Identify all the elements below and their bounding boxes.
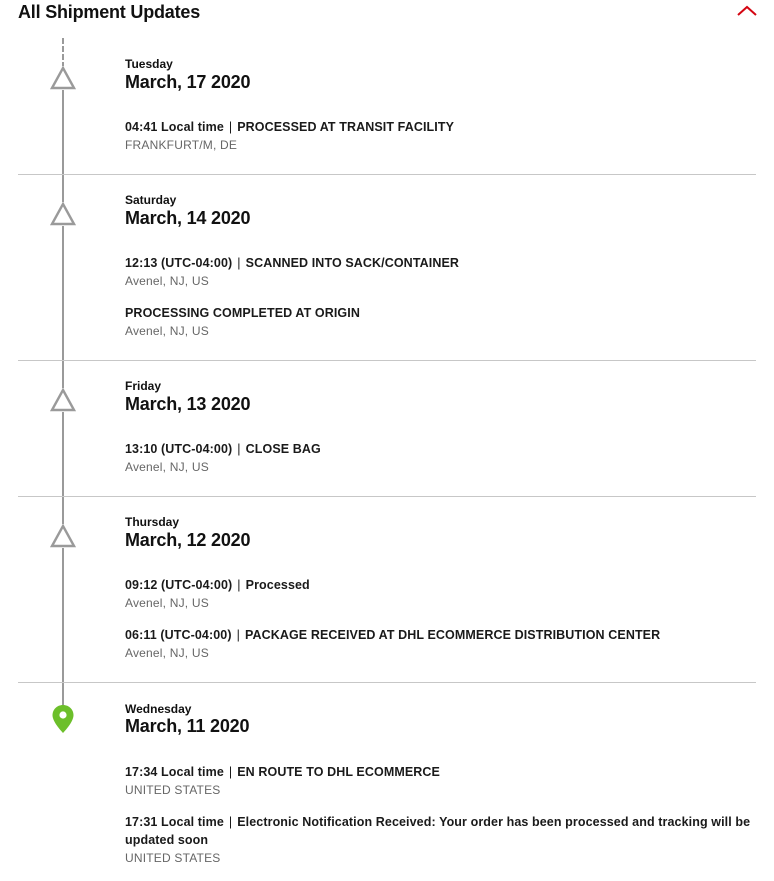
group-divider <box>18 682 756 683</box>
event-time: 17:34 Local time <box>125 765 224 779</box>
event-line <box>125 813 755 849</box>
event-item <box>125 576 755 612</box>
event-item <box>125 440 755 476</box>
event-status: Electronic Notification Received: Your order has been processed and tracking will be updated soon <box>125 815 751 847</box>
event-item <box>125 254 755 290</box>
event-line <box>125 254 755 272</box>
event-status: EN ROUTE TO DHL ECOMMERCE <box>237 765 440 779</box>
event-separator: | <box>228 815 233 829</box>
group-day: Friday <box>125 379 162 393</box>
event-line <box>125 763 755 781</box>
event-separator: | <box>237 256 241 270</box>
event-time: 09:12 (UTC-04:00) <box>125 578 233 592</box>
location-pin-icon <box>51 704 75 734</box>
event-line <box>125 626 755 644</box>
event-location: Avenel, NJ, US <box>125 460 209 474</box>
event-time: 04:41 Local time <box>125 120 224 134</box>
triangle-outline-icon <box>50 66 76 90</box>
triangle-outline-icon <box>50 388 76 412</box>
event-location: Avenel, NJ, US <box>125 324 209 338</box>
group-date: March, 13 2020 <box>125 394 251 414</box>
event-status: PACKAGE RECEIVED AT DHL ECOMMERCE DISTRIBUTION CENTER <box>244 628 661 642</box>
event-status: PROCESSING COMPLETED AT ORIGIN <box>125 306 360 320</box>
group-date: March, 11 2020 <box>125 716 250 736</box>
triangle-outline-icon <box>50 524 76 548</box>
event-separator: | <box>236 628 240 642</box>
event-line <box>125 118 755 136</box>
event-separator: | <box>237 578 241 592</box>
event-location: Avenel, NJ, US <box>125 596 209 610</box>
triangle-outline-icon <box>50 202 76 226</box>
event-location: Avenel, NJ, US <box>125 646 209 660</box>
event-separator: | <box>237 442 241 456</box>
event-line <box>125 304 755 322</box>
event-location: UNITED STATES <box>125 783 221 797</box>
group-date: March, 12 2020 <box>125 530 251 550</box>
event-location: Avenel, NJ, US <box>125 274 209 288</box>
group-date: March, 17 2020 <box>125 72 251 92</box>
event-time: 13:10 (UTC-04:00) <box>125 442 233 456</box>
event-separator: | <box>228 120 233 134</box>
timeline-dashed-start <box>62 38 64 68</box>
event-status: Processed <box>245 578 310 592</box>
event-status: CLOSE BAG <box>245 442 321 456</box>
group-day: Tuesday <box>125 57 173 71</box>
event-line <box>125 576 755 594</box>
chevron-up-icon <box>736 2 758 20</box>
section-title: All Shipment Updates <box>18 2 201 22</box>
event-item <box>125 304 755 340</box>
collapse-button[interactable] <box>736 2 758 20</box>
event-item <box>125 626 755 662</box>
event-item <box>125 763 755 799</box>
group-divider <box>18 496 756 497</box>
event-line <box>125 440 755 458</box>
event-status: PROCESSED AT TRANSIT FACILITY <box>237 120 455 134</box>
event-time: 06:11 (UTC-04:00) <box>125 628 232 642</box>
group-date: March, 14 2020 <box>125 208 251 228</box>
group-day: Thursday <box>125 515 180 529</box>
event-status: SCANNED INTO SACK/CONTAINER <box>245 256 460 270</box>
shipment-updates-header <box>18 0 758 26</box>
group-divider <box>18 174 756 175</box>
group-day: Wednesday <box>125 702 192 716</box>
event-location: UNITED STATES <box>125 851 221 865</box>
event-time: 12:13 (UTC-04:00) <box>125 256 233 270</box>
event-time: 17:31 Local time <box>125 815 224 829</box>
event-item <box>125 813 755 867</box>
group-divider <box>18 360 756 361</box>
event-location: FRANKFURT/M, DE <box>125 138 238 152</box>
event-separator: | <box>228 765 233 779</box>
event-item <box>125 118 755 154</box>
group-day: Saturday <box>125 193 177 207</box>
